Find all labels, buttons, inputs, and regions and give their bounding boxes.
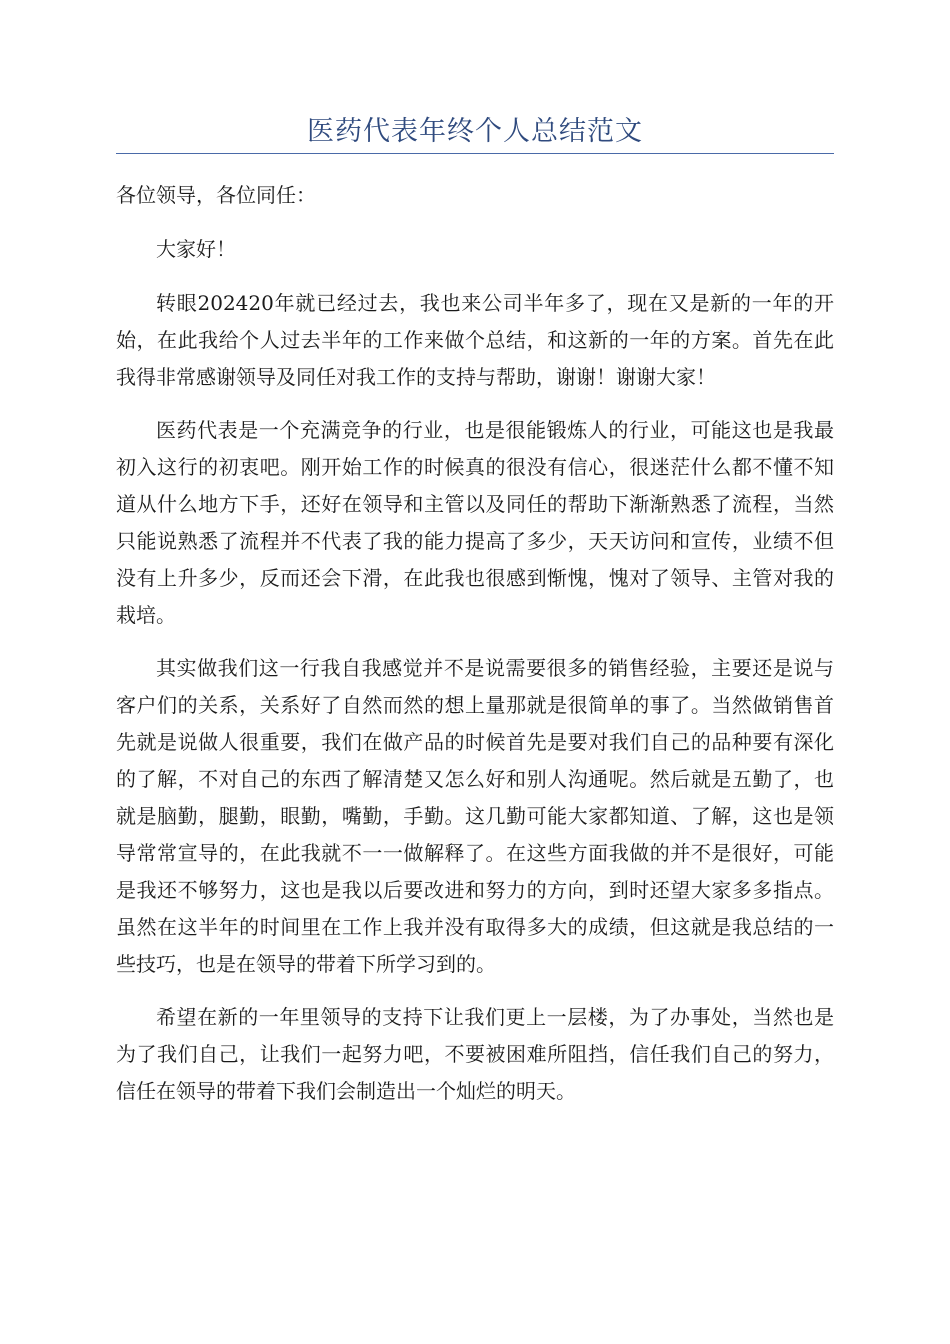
document-body	[116, 177, 834, 1110]
paragraph-1: 转眼202420年就已经过去，我也来公司半年多了，现在又是新的一年的开始，在此我给个人过去半年的工作来做个总结，和这新的一年的方案。首先在此我得非常感谢领导及同任对我工作的支持与帮助，谢谢！谢谢大家！	[116, 291, 834, 389]
salutation: 各位领导，各位同任：	[116, 183, 316, 207]
paragraph-2: 医药代表是一个充满竞争的行业，也是很能锻炼人的行业，可能这也是我最初入这行的初衷吧。刚开始工作的时候真的很没有信心，很迷茫什么都不懂不知道从什么地方下手，还好在领导和主管以及同任的帮助下渐渐熟悉了流程，当然只能说熟悉了流程并不代表了我的能力提高了多少，天天访问和宣传，业绩不但没有上升多少，反而还会下滑，在此我也很感到惭愧，愧对了领导、主管对我的栽培。	[116, 418, 834, 627]
paragraph-4: 希望在新的一年里领导的支持下让我们更上一层楼，为了办事处，当然也是为了我们自己，让我们一起努力吧，不要被困难所阻挡，信任我们自己的努力，信任在领导的带着下我们会制造出一个灿烂的明天。	[116, 1005, 834, 1103]
document-title: 医药代表年终个人总结范文	[307, 116, 643, 147]
greeting: 大家好！	[156, 237, 236, 261]
title-underline	[116, 153, 834, 154]
paragraph-3: 其实做我们这一行我自我感觉并不是说需要很多的销售经验，主要还是说与客户们的关系，关系好了自然而然的想上量那就是很简单的事了。当然做销售首先就是说做人很重要，我们在做产品的时候首先是要对我们自己的品种要有深化的了解，不对自己的东西了解清楚又怎么好和别人沟通呢。然后就是五勤了，也就是脑勤，腿勤，眼勤，嘴勤，手勤。这几勤可能大家都知道、了解，这也是领导常常宣导的，在此我就不一一做解释了。在这些方面我做的并不是很好，可能是我还不够努力，这也是我以后要改进和努力的方向，到时还望大家多多指点。虽然在这半年的时间里在工作上我并没有取得多大的成绩，但这就是我总结的一些技巧，也是在领导的带着下所学习到的。	[116, 656, 834, 976]
